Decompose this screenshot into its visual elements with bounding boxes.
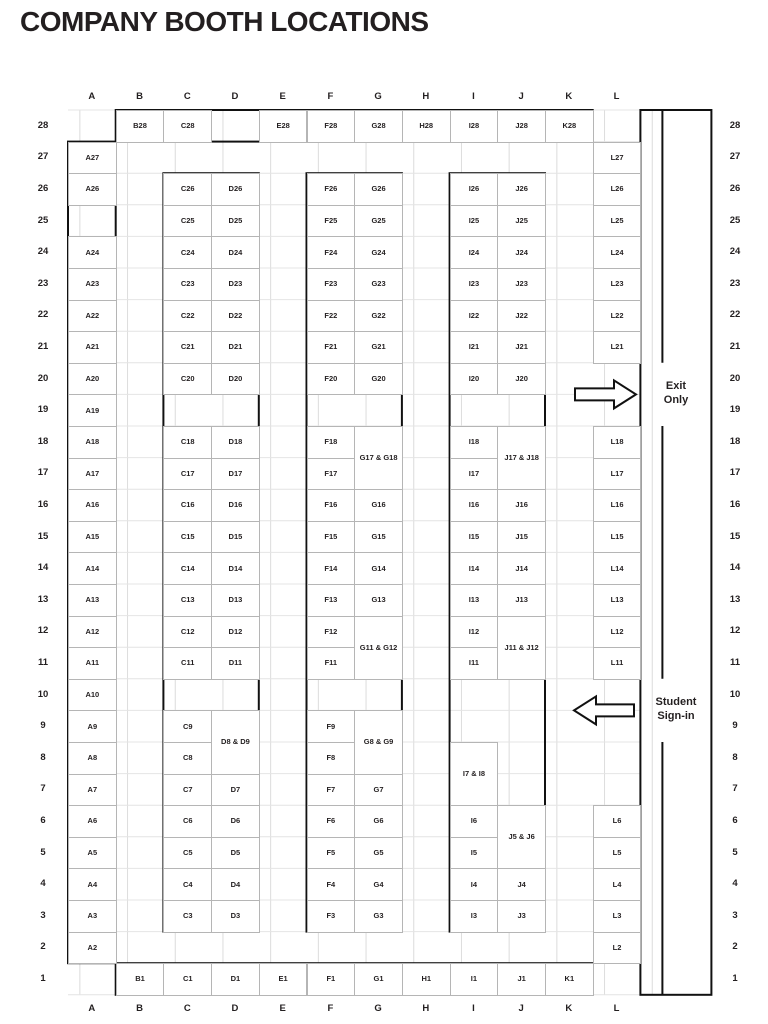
booth-d7: D7 <box>211 774 260 807</box>
booth-c6: C6 <box>163 805 212 838</box>
booth-i26: I26 <box>450 173 499 206</box>
left-row-label: 21 <box>37 341 49 352</box>
booth-c28: C28 <box>163 110 212 143</box>
booth-j25: J25 <box>497 205 546 238</box>
booth-g1: G1 <box>354 963 403 996</box>
booth-g11-g12: G11 & G12 <box>354 616 403 680</box>
left-row-label: 24 <box>37 246 49 258</box>
booth-c11: C11 <box>163 647 212 680</box>
booth-a17: A17 <box>68 458 117 491</box>
booth-j15: J15 <box>497 521 546 554</box>
left-row-label: 25 <box>37 214 49 226</box>
booth-c7: C7 <box>163 774 212 807</box>
booth-l3: L3 <box>593 900 642 933</box>
booth-i11: I11 <box>450 647 499 680</box>
booth-f12: F12 <box>307 616 356 649</box>
booth-g4: G4 <box>354 868 403 901</box>
booth-l17: L17 <box>593 458 642 491</box>
booth-j20: J20 <box>497 363 546 396</box>
signin-arrow-icon <box>574 696 634 724</box>
booth-k1: K1 <box>545 963 594 996</box>
right-row-label: 12 <box>729 625 741 637</box>
booth-a13: A13 <box>68 584 117 617</box>
booth-d25: D25 <box>211 205 260 238</box>
booth-c14: C14 <box>163 552 212 585</box>
top-column-label: B <box>136 91 143 102</box>
top-column-label: A <box>88 91 96 102</box>
booth-i15: I15 <box>450 521 499 554</box>
booth-j24: J24 <box>497 236 546 269</box>
booth-j16: J16 <box>497 489 546 522</box>
booth-a6: A6 <box>68 805 117 838</box>
bottom-column-label: E <box>279 1003 286 1014</box>
top-column-label: E <box>279 91 286 102</box>
booth-f4: F4 <box>307 868 356 901</box>
booth-a16: A16 <box>68 489 117 522</box>
booth-g21: G21 <box>354 331 403 364</box>
booth-a22: A22 <box>68 300 117 333</box>
booth-f17: F17 <box>307 458 356 491</box>
booth-f1: F1 <box>307 963 356 996</box>
top-column-label: K <box>565 91 573 102</box>
left-row-label: 19 <box>37 404 49 416</box>
right-row-label: 16 <box>729 499 741 510</box>
booth-l25: L25 <box>593 205 642 238</box>
booth-a18: A18 <box>68 426 117 459</box>
bottom-column-label: D <box>231 1003 239 1014</box>
booth-f23: F23 <box>307 268 356 301</box>
booth-i4: I4 <box>450 868 499 901</box>
right-row-label: 15 <box>729 530 741 542</box>
top-column-label: I <box>472 91 475 102</box>
booth-l24: L24 <box>593 236 642 269</box>
right-row-label: 22 <box>729 309 741 321</box>
left-row-label: 28 <box>37 119 49 131</box>
booth-l13: L13 <box>593 584 642 617</box>
booth-c23: C23 <box>163 268 212 301</box>
booth-i24: I24 <box>450 236 499 269</box>
booth-j17-j18: J17 & J18 <box>497 426 546 490</box>
booth-d13: D13 <box>211 584 260 617</box>
booth-g3: G3 <box>354 900 403 933</box>
booth-g14: G14 <box>354 552 403 585</box>
booth-g7: G7 <box>354 774 403 807</box>
left-row-label: 20 <box>37 372 49 384</box>
booth-g6: G6 <box>354 805 403 838</box>
booth-f21: F21 <box>307 331 356 364</box>
booth-d6: D6 <box>211 805 260 838</box>
booth-d26: D26 <box>211 173 260 206</box>
booth-f15: F15 <box>307 521 356 554</box>
bottom-column-label: I <box>472 1003 475 1014</box>
right-row-label: 23 <box>729 277 741 289</box>
left-row-label: 7 <box>40 783 46 795</box>
right-row-label: 4 <box>732 878 738 890</box>
booth-c25: C25 <box>163 205 212 238</box>
booth-j14: J14 <box>497 552 546 585</box>
left-row-label: 2 <box>40 941 46 953</box>
right-row-label: 25 <box>729 214 741 226</box>
left-row-label: 5 <box>40 846 46 858</box>
bottom-column-label: J <box>518 1003 524 1014</box>
booth-a4: A4 <box>68 868 117 901</box>
exit-line2: Only <box>663 393 689 406</box>
booth-g23: G23 <box>354 268 403 301</box>
exit-arrow-icon <box>575 380 636 408</box>
left-row-label: 9 <box>40 720 46 732</box>
booth-l4: L4 <box>593 868 642 901</box>
right-row-label: 13 <box>729 593 741 605</box>
booth-f11: F11 <box>307 647 356 680</box>
booth-c5: C5 <box>163 837 212 870</box>
left-row-label: 12 <box>37 625 49 637</box>
booth-g13: G13 <box>354 584 403 617</box>
booth-g16: G16 <box>354 489 403 522</box>
right-row-label: 1 <box>732 973 738 984</box>
right-row-label: 17 <box>729 467 741 479</box>
booth-d23: D23 <box>211 268 260 301</box>
booth-b1: B1 <box>116 963 165 996</box>
left-row-label: 18 <box>37 435 49 447</box>
booth-i22: I22 <box>450 300 499 333</box>
top-column-label: F <box>327 91 334 102</box>
booth-c26: C26 <box>163 173 212 206</box>
booth-l15: L15 <box>593 521 642 554</box>
booth-j4: J4 <box>497 868 546 901</box>
top-column-label: L <box>613 91 620 102</box>
bottom-column-label: G <box>374 1003 382 1014</box>
booth-f7: F7 <box>307 774 356 807</box>
booth-d24: D24 <box>211 236 260 269</box>
booth-a3: A3 <box>68 900 117 933</box>
right-row-label: 28 <box>729 119 741 131</box>
booth-d16: D16 <box>211 489 260 522</box>
bottom-column-label: B <box>136 1003 143 1014</box>
booth-c1: C1 <box>163 963 212 996</box>
booth-a2: A2 <box>68 932 117 965</box>
booth-g20: G20 <box>354 363 403 396</box>
booth-i25: I25 <box>450 205 499 238</box>
booth-l26: L26 <box>593 173 642 206</box>
booth-l2: L2 <box>593 932 642 965</box>
booth-i23: I23 <box>450 268 499 301</box>
booth-j21: J21 <box>497 331 546 364</box>
bottom-column-label: A <box>88 1003 96 1014</box>
right-row-label: 18 <box>729 435 741 447</box>
booth-c12: C12 <box>163 616 212 649</box>
booth-j28: J28 <box>497 110 546 143</box>
booth-c15: C15 <box>163 521 212 554</box>
booth-i7-i8: I7 & I8 <box>450 742 499 806</box>
signin-line1: Student <box>655 696 697 709</box>
booth-d15: D15 <box>211 521 260 554</box>
left-row-label: 6 <box>40 815 46 826</box>
booth-f6: F6 <box>307 805 356 838</box>
booth-j23: J23 <box>497 268 546 301</box>
right-row-label: 3 <box>732 909 738 921</box>
bottom-column-label: H <box>422 1003 430 1014</box>
booth-d8-d9: D8 & D9 <box>211 710 260 774</box>
left-row-label: 3 <box>40 909 46 921</box>
booth-i28: I28 <box>450 110 499 143</box>
booth-a7: A7 <box>68 774 117 807</box>
booth-l27: L27 <box>593 142 642 175</box>
top-column-label: D <box>231 91 239 102</box>
top-column-label: H <box>422 91 430 102</box>
booth-l18: L18 <box>593 426 642 459</box>
booth-d14: D14 <box>211 552 260 585</box>
booth-l22: L22 <box>593 300 642 333</box>
bottom-column-label: C <box>183 1003 191 1014</box>
booth-g28: G28 <box>354 110 403 143</box>
exit-line1: Exit <box>665 380 687 393</box>
booth-d12: D12 <box>211 616 260 649</box>
left-row-label: 15 <box>37 530 49 542</box>
booth-c8: C8 <box>163 742 212 775</box>
booth-f13: F13 <box>307 584 356 617</box>
right-row-label: 27 <box>729 151 741 163</box>
booth-l6: L6 <box>593 805 642 838</box>
booth-e28: E28 <box>259 110 308 143</box>
booth-h28: H28 <box>402 110 451 143</box>
left-row-label: 16 <box>37 499 49 510</box>
booth-i1: I1 <box>450 963 499 996</box>
booth-c18: C18 <box>163 426 212 459</box>
booth-j22: J22 <box>497 300 546 333</box>
booth-j1: J1 <box>497 963 546 996</box>
bottom-column-label: K <box>565 1003 573 1014</box>
right-row-label: 10 <box>729 688 741 700</box>
left-row-label: 13 <box>37 593 49 605</box>
right-row-label: 19 <box>729 404 741 416</box>
top-column-label: J <box>518 91 524 102</box>
right-row-label: 20 <box>729 372 741 384</box>
booth-l16: L16 <box>593 489 642 522</box>
booth-i13: I13 <box>450 584 499 617</box>
booth-f26: F26 <box>307 173 356 206</box>
booth-f22: F22 <box>307 300 356 333</box>
booth-f16: F16 <box>307 489 356 522</box>
right-row-label: 5 <box>732 846 738 858</box>
left-row-label: 27 <box>37 151 49 163</box>
left-row-label: 14 <box>37 562 49 574</box>
booth-a11: A11 <box>68 647 117 680</box>
booth-f25: F25 <box>307 205 356 238</box>
booth-f20: F20 <box>307 363 356 396</box>
booth-d11: D11 <box>211 647 260 680</box>
booth-g5: G5 <box>354 837 403 870</box>
top-column-label: G <box>374 91 382 102</box>
booth-a15: A15 <box>68 521 117 554</box>
booth-i6: I6 <box>450 805 499 838</box>
left-row-label: 10 <box>37 688 49 700</box>
booth-c4: C4 <box>163 868 212 901</box>
booth-f18: F18 <box>307 426 356 459</box>
booth-i20: I20 <box>450 363 499 396</box>
booth-d5: D5 <box>211 837 260 870</box>
booth-j5-j6: J5 & J6 <box>497 805 546 869</box>
booth-d1: D1 <box>211 963 260 996</box>
booth-c21: C21 <box>163 331 212 364</box>
booth-f14: F14 <box>307 552 356 585</box>
booth-c20: C20 <box>163 363 212 396</box>
left-row-label: 26 <box>37 183 49 194</box>
booth-d17: D17 <box>211 458 260 491</box>
booth-i21: I21 <box>450 331 499 364</box>
booth-j11-j12: J11 & J12 <box>497 616 546 680</box>
booth-f3: F3 <box>307 900 356 933</box>
booth-f5: F5 <box>307 837 356 870</box>
booth-l12: L12 <box>593 616 642 649</box>
top-column-label: C <box>183 91 191 102</box>
booth-j26: J26 <box>497 173 546 206</box>
booth-g17-g18: G17 & G18 <box>354 426 403 490</box>
booth-d20: D20 <box>211 363 260 396</box>
booth-f24: F24 <box>307 236 356 269</box>
booth-c9: C9 <box>163 710 212 743</box>
booth-a19: A19 <box>68 394 117 427</box>
booth-a24: A24 <box>68 236 117 269</box>
right-row-label: 14 <box>729 562 741 574</box>
booth-i5: I5 <box>450 837 499 870</box>
booth-j13: J13 <box>497 584 546 617</box>
booth-g8-g9: G8 & G9 <box>354 710 403 774</box>
left-row-label: 11 <box>37 657 49 668</box>
booth-g24: G24 <box>354 236 403 269</box>
booth-a26: A26 <box>68 173 117 206</box>
booth-i18: I18 <box>450 426 499 459</box>
booth-a9: A9 <box>68 710 117 743</box>
booth-d3: D3 <box>211 900 260 933</box>
booth-a23: A23 <box>68 268 117 301</box>
booth-j3: J3 <box>497 900 546 933</box>
right-row-label: 7 <box>732 783 738 795</box>
booth-d21: D21 <box>211 331 260 364</box>
booth-l5: L5 <box>593 837 642 870</box>
booth-i14: I14 <box>450 552 499 585</box>
booth-a20: A20 <box>68 363 117 396</box>
booth-k28: K28 <box>545 110 594 143</box>
booth-a14: A14 <box>68 552 117 585</box>
booth-l21: L21 <box>593 331 642 364</box>
right-row-label: 8 <box>732 751 738 763</box>
booth-c24: C24 <box>163 236 212 269</box>
booth-c13: C13 <box>163 584 212 617</box>
right-row-label: 9 <box>732 720 738 732</box>
booth-e1: E1 <box>259 963 308 996</box>
booth-i12: I12 <box>450 616 499 649</box>
booth-c3: C3 <box>163 900 212 933</box>
booth-i3: I3 <box>450 900 499 933</box>
booth-b28: B28 <box>116 110 165 143</box>
left-row-label: 17 <box>37 467 49 479</box>
booth-g26: G26 <box>354 173 403 206</box>
right-row-label: 21 <box>729 341 741 352</box>
booth-d4: D4 <box>211 868 260 901</box>
booth-a12: A12 <box>68 616 117 649</box>
booth-a8: A8 <box>68 742 117 775</box>
booth-f8: F8 <box>307 742 356 775</box>
booth-a5: A5 <box>68 837 117 870</box>
left-row-label: 4 <box>40 878 46 890</box>
booth-f9: F9 <box>307 710 356 743</box>
right-row-label: 2 <box>732 941 738 953</box>
booth-f28: F28 <box>307 110 356 143</box>
right-row-label: 11 <box>729 657 741 668</box>
booth-c17: C17 <box>163 458 212 491</box>
corridor-outline <box>640 110 711 995</box>
booth-d22: D22 <box>211 300 260 333</box>
booth-a21: A21 <box>68 331 117 364</box>
booth-a10: A10 <box>68 679 117 712</box>
booth-l23: L23 <box>593 268 642 301</box>
booth-i17: I17 <box>450 458 499 491</box>
bottom-column-label: F <box>327 1003 334 1014</box>
left-row-label: 1 <box>40 973 46 984</box>
right-row-label: 24 <box>729 246 741 258</box>
booth-i16: I16 <box>450 489 499 522</box>
bottom-column-label: L <box>613 1003 620 1014</box>
right-row-label: 26 <box>729 183 741 194</box>
booth-h1: H1 <box>402 963 451 996</box>
booth-d18: D18 <box>211 426 260 459</box>
left-row-label: 8 <box>40 751 46 763</box>
booth-l14: L14 <box>593 552 642 585</box>
right-row-label: 6 <box>732 815 738 826</box>
booth-c22: C22 <box>163 300 212 333</box>
booth-g22: G22 <box>354 300 403 333</box>
left-row-label: 22 <box>37 309 49 321</box>
booth-a27: A27 <box>68 142 117 175</box>
booth-g25: G25 <box>354 205 403 238</box>
signin-line2: Sign-in <box>657 709 695 722</box>
booth-g15: G15 <box>354 521 403 554</box>
booth-c16: C16 <box>163 489 212 522</box>
booth-l11: L11 <box>593 647 642 680</box>
page-title: COMPANY BOOTH LOCATIONS <box>20 6 429 37</box>
left-row-label: 23 <box>37 277 49 289</box>
